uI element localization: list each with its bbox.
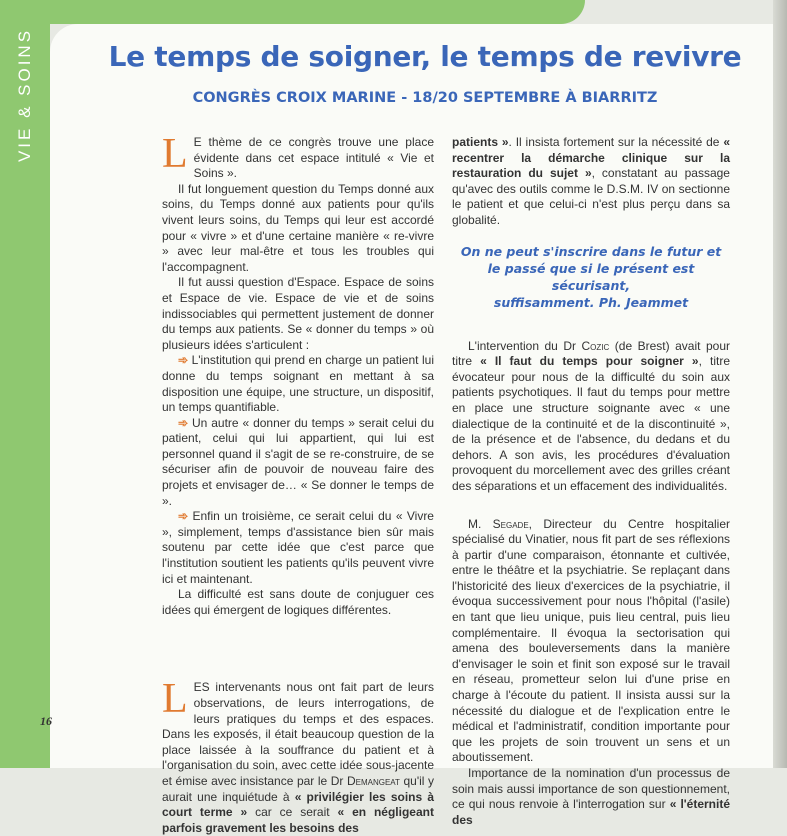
paragraph — [452, 766, 730, 828]
quoted-phrase: « privilégier les soins à court terme » — [162, 789, 434, 820]
person-name: Segade — [492, 516, 529, 531]
quoted-phrase: « recentrer la démarche clinique sur la restauration du sujet » — [452, 135, 731, 181]
bullet-item — [162, 509, 434, 587]
paragraph — [452, 339, 730, 495]
quoted-phrase: « en négligeant parfois gravement les besoins des — [162, 805, 434, 835]
paragraph-text: , titre évocateur pour nous de la difficulté du soin aux patients psychotiques. Il faut du temps pour mettre en place une structure soignante avec « une dialectique de la continuité et de la discontinuité », de la présence et de l'absence, du dedans et du dehors. A son avis, les procédures d'évaluation provoquent du morcellement avec des grilles créant des séparations et un effacement des individualités. — [452, 354, 731, 493]
pull-quote-line: On ne peut s'inscrire dans le futur et — [460, 243, 722, 259]
paragraph-text: , constatant au passage qu'avec des outils comme le D.S.M. IV on sectionne le patient et que celui-ci n'est plus perçu dans sa globalité. — [452, 166, 730, 227]
arrow-icon: ➾ — [178, 509, 189, 524]
bullet-item — [162, 353, 434, 415]
spacer — [452, 495, 730, 517]
quoted-phrase: patients » — [452, 135, 509, 149]
paragraph-text: E thème de ce congrès trouve une place évidente dans cet espace intitulé « Vie et Soins ». — [193, 135, 434, 181]
binding-edge — [773, 0, 787, 768]
paragraph: Il fut longuement question du Temps donné aux soins, du Temps donné aux patients pour qu'ils vivent leurs soins, du Temps qui leur est accordé pour « vivre » et d'une certaine manière « re-vivre » avec leur mal-être et tous les troubles qui l'accompagnent. — [162, 181, 434, 274]
paragraph-text: , Directeur du Centre hospitalier spécialisé du Vinatier, nous fit part de ses réflexions à partir d'une comparaison, étonnante et cultivée, entre le théâtre et la psychiatrie. Se replaçant dans l'historicité des lieux d'exercices de la psychiatrie, il évoqua successivement pour nous l'hôpital (l'asile) en tant que lieu unique, puis lieu central, puis lieu complémentaire. Il évoqua la sectorisation qui amena des bouleversements dans la manière d'envisager le soin et finit son exposé sur le travail en réseau, prometteur selon lui d'une prise en charge à l'écoute du patient. Il insista aussi sur la nécessité du dialogue et de l'explication entre le médical et l'administratif, condition importante pour que les projets de soin trouvent un sens et un aboutissement. — [452, 516, 730, 765]
bullet-item — [162, 416, 434, 510]
paragraph-text: . Il insista fortement sur la nécessité de — [508, 135, 724, 149]
paragraph-text: M. — [468, 516, 493, 531]
paragraph-intro — [162, 131, 434, 182]
pull-quote — [452, 243, 730, 311]
paragraph-text: car ce serait — [247, 805, 338, 820]
article-title: Le temps de soigner, le temps de revivre — [108, 40, 742, 73]
arrow-icon: ➾ — [178, 353, 189, 368]
person-name: Demangeat — [346, 773, 400, 788]
quoted-phrase: « l'éternité des — [452, 797, 730, 827]
header-band — [0, 0, 585, 24]
page-number: 16 — [40, 714, 52, 728]
paragraph-text: ES intervenants nous ont fait part de leurs observations, de leurs interrogations, de leurs pratiques du temps et des espaces. Dans les exposés, il était beaucoup question de la place laissée à la souffrance du patient et à l'organisation du soin, avec cette idée sous-jacente et émise avec insistance par le Dr — [162, 680, 434, 788]
arrow-icon: ➾ — [178, 415, 189, 430]
column-left — [162, 131, 435, 836]
paragraph — [452, 135, 730, 229]
section-label-text: VIE & SOINS — [15, 27, 34, 163]
paragraph-intervenants — [162, 676, 434, 836]
paragraph-text: (de Brest) avait pour titre — [452, 338, 730, 369]
spacer — [162, 618, 434, 680]
paragraph — [452, 517, 730, 767]
bullet-text: L'institution qui prend en charge un patient lui donne du temps soignant en mettant à sa disposition une équipe, une structure, un dispositif, un temps quantifiable. — [162, 353, 435, 415]
pull-quote-line: suffisamment. Ph. Jeammet — [493, 294, 689, 310]
column-right — [452, 135, 730, 828]
drop-cap: L — [162, 676, 188, 723]
drop-cap: L — [162, 131, 188, 177]
section-label — [10, 27, 40, 163]
person-name: Cozic — [581, 338, 610, 353]
paragraph: Il fut aussi question d'Espace. Espace de soins et Espace de vie. Espace de vie et de soins indissociables qui permettent justement de donner du temps aux patients. Se « donner du temps » où plusieurs idées s'articulent : — [162, 275, 434, 352]
pull-quote-line: le passé que si le présent est sécurisant, — [487, 260, 695, 293]
paragraph-text: qu'il y aurait une inquiétude à — [162, 773, 434, 804]
paragraph-text: L'intervention du Dr — [468, 338, 582, 353]
paragraph-text: Importance de la nomination d'un processus de soin mais aussi importance de son questionnement, ce qui nous renvoie à l'interrogation sur — [452, 766, 730, 812]
bullet-text: Un autre « donner du temps » serait celui du patient, celui qui lui appartient, qui lui est personnel quand il s'agit de se re-construire, de se sécuriser afin de pouvoir de nouveau faire des projets et envisager de… « Se donner le temps de ». — [162, 415, 434, 508]
quoted-phrase: « Il faut du temps pour soigner » — [480, 354, 699, 369]
bullet-text: Enfin un troisième, ce serait celui du « Vivre », simplement, temps d'assistance bien sûr mais soutenu par cette idée que c'est parce que l'institution soutient les patients qu'ils peuvent vivre ici et maintenant. — [162, 509, 434, 586]
paragraph: La difficulté est sans doute de conjuguer ces idées qui émergent de logiques différentes. — [162, 587, 434, 617]
article-subtitle: CONGRÈS CROIX MARINE - 18/20 SEPTEMBRE À BIARRITZ — [192, 90, 658, 106]
